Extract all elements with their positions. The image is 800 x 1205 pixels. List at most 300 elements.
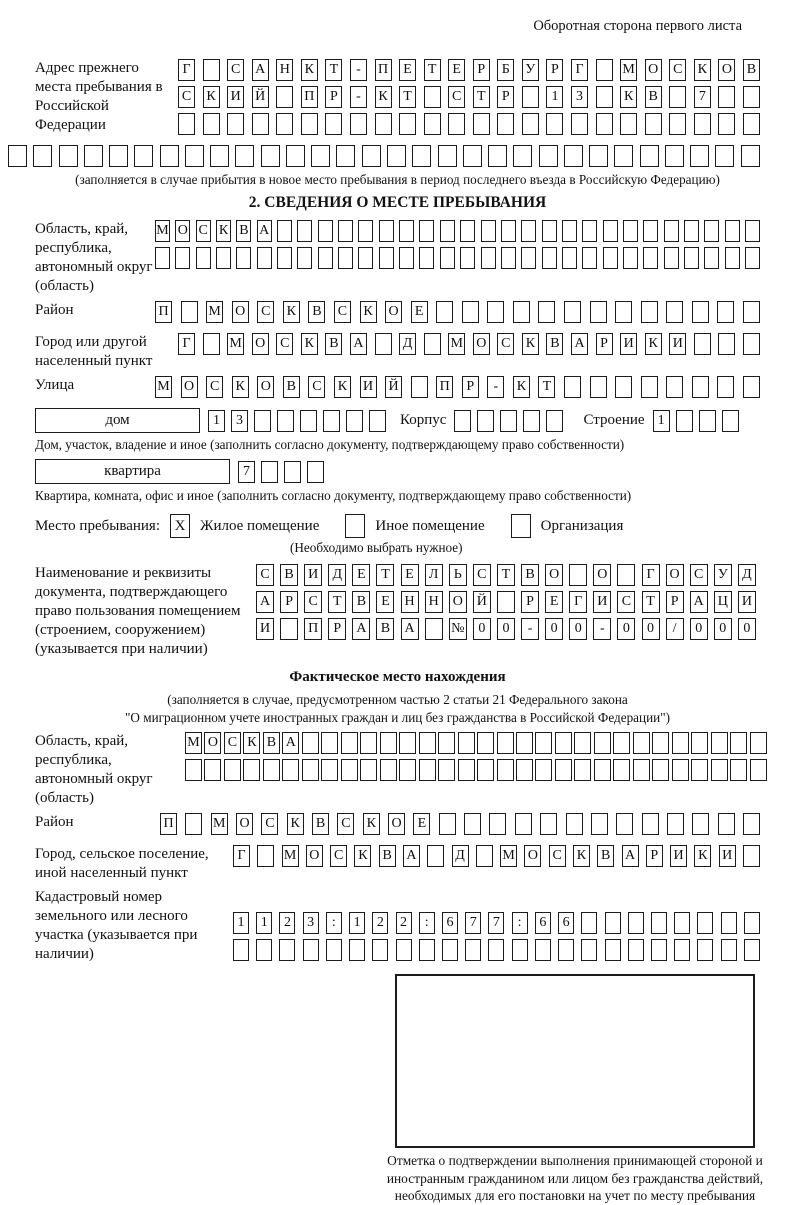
form-cell[interactable]: О	[473, 333, 490, 355]
form-cell[interactable]	[711, 759, 728, 781]
form-cell[interactable]	[590, 376, 607, 398]
form-cell[interactable]	[325, 113, 342, 135]
form-cell[interactable]	[684, 247, 699, 269]
form-cell[interactable]: Т	[473, 86, 490, 108]
form-cell[interactable]	[372, 939, 388, 961]
form-cell[interactable]: Р	[473, 59, 490, 81]
form-cell[interactable]	[555, 759, 572, 781]
form-cell[interactable]: 6	[442, 912, 458, 934]
form-cell[interactable]	[651, 939, 667, 961]
form-cell[interactable]: К	[620, 86, 637, 108]
form-cell[interactable]: С	[549, 845, 566, 867]
form-cell[interactable]	[581, 912, 597, 934]
form-cell[interactable]: Р	[328, 618, 346, 640]
form-cell[interactable]	[464, 813, 481, 835]
form-cell[interactable]	[476, 845, 493, 867]
form-cell[interactable]	[676, 410, 693, 432]
form-cell[interactable]	[454, 410, 471, 432]
form-cell[interactable]: В	[263, 732, 280, 754]
form-cell[interactable]: 2	[279, 912, 295, 934]
form-cell[interactable]: К	[375, 86, 392, 108]
form-cell[interactable]: С	[473, 564, 491, 586]
form-cell[interactable]: :	[419, 912, 435, 934]
form-cell[interactable]: С	[308, 376, 325, 398]
form-cell[interactable]: И	[719, 845, 736, 867]
form-cell[interactable]	[399, 113, 416, 135]
form-cell[interactable]: Л	[425, 564, 443, 586]
form-cell[interactable]	[666, 376, 683, 398]
form-cell[interactable]: Р	[462, 376, 479, 398]
form-cell[interactable]	[297, 247, 312, 269]
form-cell[interactable]	[243, 759, 260, 781]
form-cell[interactable]	[603, 220, 618, 242]
form-cell[interactable]: А	[690, 591, 708, 613]
form-cell[interactable]	[257, 247, 272, 269]
form-cell[interactable]	[684, 220, 699, 242]
form-cell[interactable]: И	[304, 564, 322, 586]
form-cell[interactable]: И	[670, 845, 687, 867]
form-cell[interactable]	[301, 113, 318, 135]
form-cell[interactable]: Е	[413, 813, 430, 835]
form-cell[interactable]	[109, 145, 128, 167]
form-cell[interactable]	[633, 732, 650, 754]
form-cell[interactable]	[380, 759, 397, 781]
form-cell[interactable]	[640, 145, 659, 167]
form-cell[interactable]: У	[522, 59, 539, 81]
form-cell[interactable]	[424, 86, 441, 108]
form-cell[interactable]: Ц	[714, 591, 732, 613]
form-cell[interactable]: /	[666, 618, 684, 640]
form-cell[interactable]	[725, 220, 740, 242]
form-cell[interactable]	[477, 732, 494, 754]
form-cell[interactable]	[277, 220, 292, 242]
form-cell[interactable]	[743, 845, 760, 867]
form-cell[interactable]: В	[521, 564, 539, 586]
form-cell[interactable]	[745, 247, 760, 269]
form-cell[interactable]	[692, 813, 709, 835]
form-cell[interactable]	[523, 410, 540, 432]
form-cell[interactable]: К	[645, 333, 662, 355]
form-cell[interactable]: О	[236, 813, 253, 835]
form-cell[interactable]: Т	[376, 564, 394, 586]
form-cell[interactable]: О	[385, 301, 402, 323]
form-cell[interactable]	[501, 220, 516, 242]
form-cell[interactable]	[302, 759, 319, 781]
form-cell[interactable]: О	[252, 333, 269, 355]
form-cell[interactable]	[440, 247, 455, 269]
form-cell[interactable]: И	[360, 376, 377, 398]
form-cell[interactable]	[615, 376, 632, 398]
form-cell[interactable]	[375, 113, 392, 135]
form-cell[interactable]	[477, 410, 494, 432]
form-cell[interactable]	[379, 220, 394, 242]
form-cell[interactable]	[277, 410, 294, 432]
form-cell[interactable]: С	[178, 86, 195, 108]
form-cell[interactable]	[628, 939, 644, 961]
form-cell[interactable]: П	[160, 813, 177, 835]
form-cell[interactable]: И	[620, 333, 637, 355]
form-cell[interactable]: -	[593, 618, 611, 640]
form-cell[interactable]	[399, 220, 414, 242]
form-cell[interactable]	[323, 410, 340, 432]
form-cell[interactable]	[512, 939, 528, 961]
form-cell[interactable]	[276, 113, 293, 135]
form-cell[interactable]	[465, 939, 481, 961]
form-cell[interactable]: -	[350, 59, 367, 81]
form-cell[interactable]: К	[203, 86, 220, 108]
form-cell[interactable]	[718, 813, 735, 835]
form-cell[interactable]	[302, 732, 319, 754]
form-cell[interactable]	[488, 939, 504, 961]
form-cell[interactable]: М	[448, 333, 465, 355]
form-cell[interactable]: 1	[653, 410, 670, 432]
form-cell[interactable]	[603, 247, 618, 269]
form-cell[interactable]	[623, 247, 638, 269]
form-cell[interactable]: 2	[372, 912, 388, 934]
form-cell[interactable]	[185, 813, 202, 835]
form-cell[interactable]: А	[403, 845, 420, 867]
form-cell[interactable]	[591, 813, 608, 835]
form-cell[interactable]	[369, 410, 386, 432]
form-cell[interactable]	[590, 301, 607, 323]
form-cell[interactable]: С	[227, 59, 244, 81]
form-cell[interactable]	[440, 220, 455, 242]
form-cell[interactable]: Т	[497, 564, 515, 586]
form-cell[interactable]	[419, 220, 434, 242]
form-cell[interactable]	[438, 759, 455, 781]
form-cell[interactable]: Т	[538, 376, 555, 398]
form-cell[interactable]: О	[666, 564, 684, 586]
form-cell[interactable]	[645, 113, 662, 135]
form-cell[interactable]	[535, 939, 551, 961]
form-cell[interactable]	[460, 220, 475, 242]
form-cell[interactable]	[743, 376, 760, 398]
form-cell[interactable]: Т	[325, 59, 342, 81]
form-cell[interactable]: П	[436, 376, 453, 398]
form-cell[interactable]: 0	[690, 618, 708, 640]
form-cell[interactable]	[704, 247, 719, 269]
form-cell[interactable]: Е	[399, 59, 416, 81]
form-cell[interactable]: М	[155, 220, 170, 242]
form-cell[interactable]: С	[257, 301, 274, 323]
form-cell[interactable]: Р	[596, 333, 613, 355]
form-cell[interactable]	[574, 759, 591, 781]
form-cell[interactable]: О	[645, 59, 662, 81]
form-cell[interactable]	[674, 912, 690, 934]
form-cell[interactable]	[581, 939, 597, 961]
form-cell[interactable]: Н	[425, 591, 443, 613]
form-cell[interactable]	[521, 220, 536, 242]
form-cell[interactable]: Р	[497, 86, 514, 108]
form-cell[interactable]	[399, 759, 416, 781]
form-cell[interactable]: А	[256, 591, 274, 613]
form-cell[interactable]	[178, 113, 195, 135]
form-cell[interactable]: 1	[256, 912, 272, 934]
form-cell[interactable]: С	[334, 301, 351, 323]
form-cell[interactable]	[196, 247, 211, 269]
form-cell[interactable]	[613, 732, 630, 754]
form-cell[interactable]	[311, 145, 330, 167]
form-cell[interactable]	[500, 410, 517, 432]
form-cell[interactable]	[235, 145, 254, 167]
form-cell[interactable]	[664, 247, 679, 269]
form-cell[interactable]: И	[227, 86, 244, 108]
form-cell[interactable]	[427, 845, 444, 867]
form-cell[interactable]: -	[521, 618, 539, 640]
form-cell[interactable]: А	[282, 732, 299, 754]
form-cell[interactable]	[256, 939, 272, 961]
form-cell[interactable]: 3	[303, 912, 319, 934]
form-cell[interactable]	[516, 732, 533, 754]
form-cell[interactable]	[564, 145, 583, 167]
form-cell[interactable]	[596, 86, 613, 108]
form-cell[interactable]	[594, 732, 611, 754]
form-cell[interactable]	[641, 301, 658, 323]
form-cell[interactable]: А	[401, 618, 419, 640]
form-cell[interactable]	[462, 301, 479, 323]
form-cell[interactable]	[594, 759, 611, 781]
form-cell[interactable]	[338, 220, 353, 242]
form-cell[interactable]	[743, 333, 760, 355]
form-cell[interactable]	[535, 759, 552, 781]
form-cell[interactable]: В	[743, 59, 760, 81]
form-cell[interactable]	[564, 376, 581, 398]
form-cell[interactable]: 6	[558, 912, 574, 934]
form-cell[interactable]: Г	[642, 564, 660, 586]
form-cell[interactable]	[360, 759, 377, 781]
form-cell[interactable]: 0	[569, 618, 587, 640]
form-cell[interactable]	[419, 247, 434, 269]
form-cell[interactable]: Е	[545, 591, 563, 613]
form-cell[interactable]	[257, 845, 274, 867]
form-cell[interactable]	[263, 759, 280, 781]
checkbox-residential[interactable]: X	[170, 514, 190, 538]
form-cell[interactable]	[730, 732, 747, 754]
form-cell[interactable]	[743, 86, 760, 108]
form-cell[interactable]: П	[375, 59, 392, 81]
form-cell[interactable]	[596, 113, 613, 135]
form-cell[interactable]: К	[287, 813, 304, 835]
form-cell[interactable]: 7	[465, 912, 481, 934]
form-cell[interactable]	[442, 939, 458, 961]
form-cell[interactable]: Ь	[449, 564, 467, 586]
form-cell[interactable]	[542, 220, 557, 242]
form-cell[interactable]: К	[354, 845, 371, 867]
form-cell[interactable]	[605, 939, 621, 961]
form-cell[interactable]: И	[256, 618, 274, 640]
form-cell[interactable]: Р	[666, 591, 684, 613]
form-cell[interactable]: 0	[738, 618, 756, 640]
form-cell[interactable]: В	[546, 333, 563, 355]
form-cell[interactable]	[515, 813, 532, 835]
form-cell[interactable]	[697, 912, 713, 934]
form-cell[interactable]	[641, 376, 658, 398]
form-cell[interactable]	[279, 939, 295, 961]
form-cell[interactable]: С	[448, 86, 465, 108]
form-cell[interactable]: Й	[473, 591, 491, 613]
form-cell[interactable]: У	[714, 564, 732, 586]
form-cell[interactable]	[497, 591, 515, 613]
form-cell[interactable]	[722, 410, 739, 432]
form-cell[interactable]	[185, 145, 204, 167]
form-cell[interactable]	[542, 247, 557, 269]
form-cell[interactable]	[216, 247, 231, 269]
form-cell[interactable]: С	[304, 591, 322, 613]
form-cell[interactable]	[540, 813, 557, 835]
form-cell[interactable]: Г	[233, 845, 250, 867]
form-cell[interactable]: А	[252, 59, 269, 81]
form-cell[interactable]: И	[738, 591, 756, 613]
form-cell[interactable]: Е	[352, 564, 370, 586]
form-cell[interactable]: С	[337, 813, 354, 835]
form-cell[interactable]: О	[545, 564, 563, 586]
form-cell[interactable]	[745, 220, 760, 242]
form-cell[interactable]	[458, 732, 475, 754]
form-cell[interactable]: А	[352, 618, 370, 640]
form-cell[interactable]: М	[620, 59, 637, 81]
form-cell[interactable]	[487, 301, 504, 323]
form-cell[interactable]	[387, 145, 406, 167]
form-cell[interactable]	[236, 247, 251, 269]
form-cell[interactable]: М	[282, 845, 299, 867]
form-cell[interactable]	[750, 732, 767, 754]
form-cell[interactable]	[666, 301, 683, 323]
form-cell[interactable]: К	[513, 376, 530, 398]
form-cell[interactable]	[617, 564, 635, 586]
form-cell[interactable]: 0	[642, 618, 660, 640]
form-cell[interactable]	[613, 759, 630, 781]
form-cell[interactable]	[349, 939, 365, 961]
form-cell[interactable]: В	[308, 301, 325, 323]
form-cell[interactable]: К	[573, 845, 590, 867]
form-cell[interactable]	[569, 564, 587, 586]
form-cell[interactable]	[725, 247, 740, 269]
form-cell[interactable]	[307, 461, 324, 483]
form-cell[interactable]: И	[593, 591, 611, 613]
form-cell[interactable]	[744, 912, 760, 934]
form-cell[interactable]	[318, 220, 333, 242]
form-cell[interactable]	[224, 759, 241, 781]
form-cell[interactable]: 0	[497, 618, 515, 640]
form-cell[interactable]: К	[694, 59, 711, 81]
form-cell[interactable]	[717, 376, 734, 398]
form-cell[interactable]	[730, 759, 747, 781]
form-cell[interactable]: Т	[642, 591, 660, 613]
form-cell[interactable]	[261, 145, 280, 167]
form-cell[interactable]	[318, 247, 333, 269]
form-cell[interactable]	[582, 247, 597, 269]
form-cell[interactable]: С	[690, 564, 708, 586]
form-cell[interactable]	[341, 732, 358, 754]
form-cell[interactable]	[558, 939, 574, 961]
form-cell[interactable]	[261, 461, 278, 483]
form-cell[interactable]	[227, 113, 244, 135]
form-cell[interactable]	[633, 759, 650, 781]
form-cell[interactable]: А	[622, 845, 639, 867]
form-cell[interactable]: В	[283, 376, 300, 398]
form-cell[interactable]	[277, 247, 292, 269]
form-cell[interactable]	[280, 618, 298, 640]
form-cell[interactable]	[438, 732, 455, 754]
form-cell[interactable]	[501, 247, 516, 269]
form-cell[interactable]	[419, 759, 436, 781]
form-cell[interactable]: К	[363, 813, 380, 835]
form-cell[interactable]: 1	[349, 912, 365, 934]
form-cell[interactable]: К	[216, 220, 231, 242]
form-cell[interactable]: С	[196, 220, 211, 242]
form-cell[interactable]: О	[204, 732, 221, 754]
form-cell[interactable]	[691, 759, 708, 781]
form-cell[interactable]: В	[597, 845, 614, 867]
form-cell[interactable]: 1	[546, 86, 563, 108]
form-cell[interactable]	[744, 939, 760, 961]
form-cell[interactable]	[674, 939, 690, 961]
form-cell[interactable]	[574, 732, 591, 754]
form-cell[interactable]	[711, 732, 728, 754]
form-cell[interactable]	[203, 113, 220, 135]
form-cell[interactable]: Т	[424, 59, 441, 81]
form-cell[interactable]: П	[301, 86, 318, 108]
form-cell[interactable]	[743, 301, 760, 323]
form-cell[interactable]	[175, 247, 190, 269]
form-cell[interactable]	[692, 376, 709, 398]
form-cell[interactable]	[652, 759, 669, 781]
form-cell[interactable]: К	[694, 845, 711, 867]
form-cell[interactable]	[338, 247, 353, 269]
form-cell[interactable]: И	[669, 333, 686, 355]
form-cell[interactable]	[516, 759, 533, 781]
form-cell[interactable]	[489, 813, 506, 835]
form-cell[interactable]: -	[487, 376, 504, 398]
form-cell[interactable]	[741, 145, 760, 167]
form-cell[interactable]	[651, 912, 667, 934]
form-cell[interactable]: К	[522, 333, 539, 355]
form-cell[interactable]: Д	[452, 845, 469, 867]
form-cell[interactable]: №	[449, 618, 467, 640]
form-cell[interactable]	[346, 410, 363, 432]
form-cell[interactable]	[699, 410, 716, 432]
form-cell[interactable]	[438, 145, 457, 167]
form-cell[interactable]: О	[181, 376, 198, 398]
form-cell[interactable]: 0	[617, 618, 635, 640]
form-cell[interactable]: А	[571, 333, 588, 355]
form-cell[interactable]	[497, 732, 514, 754]
form-cell[interactable]: Е	[411, 301, 428, 323]
form-cell[interactable]	[697, 939, 713, 961]
form-cell[interactable]: О	[306, 845, 323, 867]
form-cell[interactable]: Р	[546, 59, 563, 81]
form-cell[interactable]	[669, 86, 686, 108]
form-cell[interactable]	[704, 220, 719, 242]
form-cell[interactable]: М	[211, 813, 228, 835]
form-cell[interactable]: Н	[401, 591, 419, 613]
form-cell[interactable]	[425, 618, 443, 640]
form-cell[interactable]	[439, 813, 456, 835]
form-cell[interactable]: В	[376, 618, 394, 640]
form-cell[interactable]	[513, 301, 530, 323]
form-cell[interactable]	[204, 759, 221, 781]
form-cell[interactable]: Г	[178, 333, 195, 355]
form-cell[interactable]	[458, 759, 475, 781]
form-cell[interactable]: 7	[488, 912, 504, 934]
form-cell[interactable]	[33, 145, 52, 167]
form-cell[interactable]: С	[224, 732, 241, 754]
form-cell[interactable]	[399, 247, 414, 269]
form-cell[interactable]	[341, 759, 358, 781]
form-cell[interactable]	[715, 145, 734, 167]
form-cell[interactable]	[620, 113, 637, 135]
form-cell[interactable]	[252, 113, 269, 135]
